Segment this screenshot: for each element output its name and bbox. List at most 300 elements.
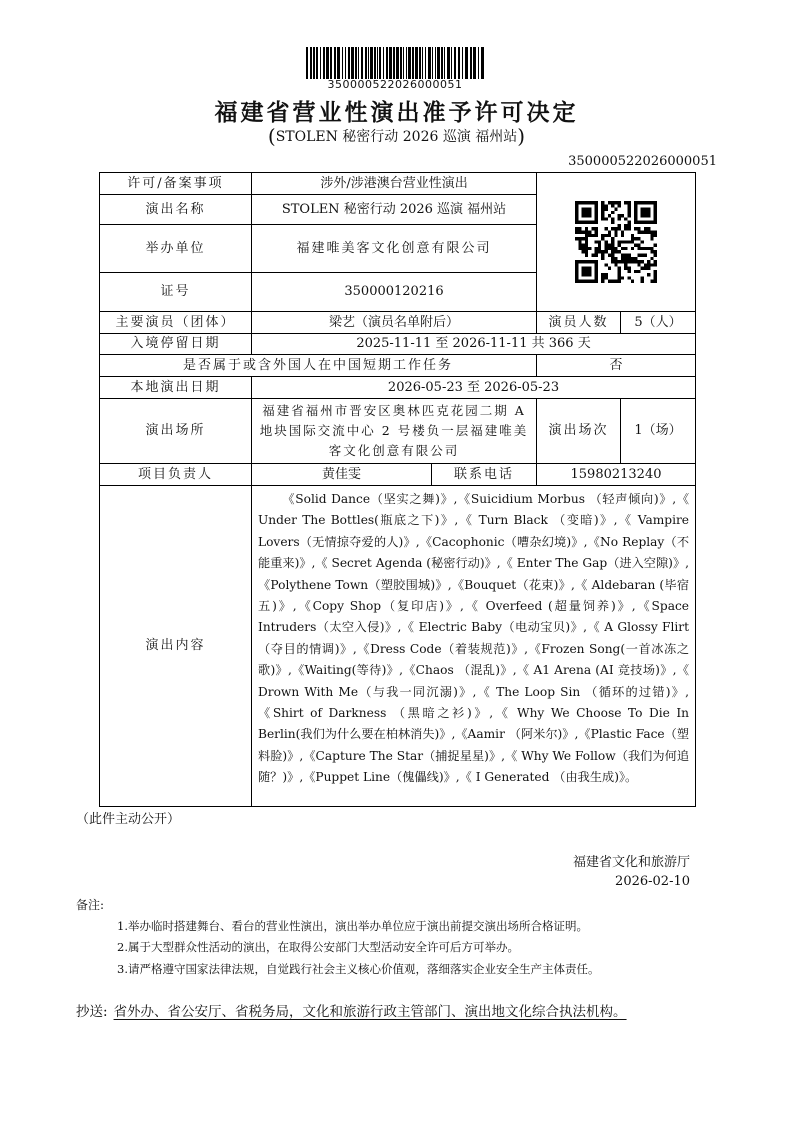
cert-no-value: 350000120216 xyxy=(252,273,537,312)
stay-period-value: 2025-11-11 至 2026-11-11 共 366 天 xyxy=(252,334,696,355)
qr-module xyxy=(591,234,594,237)
qr-module xyxy=(627,257,630,260)
qr-module xyxy=(601,273,604,276)
qr-module xyxy=(644,267,647,270)
qr-module xyxy=(634,260,637,263)
qr-module xyxy=(605,244,608,247)
qr-module xyxy=(598,244,601,247)
qr-module xyxy=(631,257,634,260)
qr-module xyxy=(654,276,657,279)
subtitle xyxy=(0,124,793,148)
qr-module xyxy=(631,247,634,250)
qr-module xyxy=(614,263,617,266)
qr-module xyxy=(601,234,604,237)
qr-module xyxy=(624,253,627,256)
page-title: 福建省营业性演出准予许可决定 xyxy=(214,100,579,126)
cc-label: 抄送: xyxy=(76,1004,108,1020)
qr-module xyxy=(601,276,604,279)
qr-module xyxy=(582,237,585,240)
qr-module xyxy=(614,280,617,283)
qr-module xyxy=(588,231,591,234)
barcode-bar xyxy=(320,47,321,79)
qr-module xyxy=(641,260,644,263)
qr-module xyxy=(605,250,608,253)
cc-recipients: 省外办、省公安厅、省税务局，文化和旅游行政主管部门、演出地文化综合执法机构。 xyxy=(113,1004,627,1020)
qr-module xyxy=(605,247,608,250)
barcode-bar xyxy=(393,47,395,79)
barcode-bar xyxy=(419,47,421,79)
qr-module xyxy=(644,253,647,256)
qr-module xyxy=(601,208,604,211)
barcode-bar xyxy=(306,47,308,79)
qr-module xyxy=(608,253,611,256)
qr-module xyxy=(637,270,640,273)
barcode-bar xyxy=(345,47,346,79)
barcode-bar xyxy=(377,47,378,79)
qr-module xyxy=(578,237,581,240)
qr-module xyxy=(618,260,621,263)
permit-type-label: 许可/备案事项 xyxy=(100,173,252,195)
qr-module xyxy=(627,221,630,224)
qr-module xyxy=(575,237,578,240)
qr-module xyxy=(654,260,657,263)
qr-module xyxy=(624,260,627,263)
local-dates-value: 2026-05-23 至 2026-05-23 xyxy=(252,377,696,399)
qr-module xyxy=(618,227,621,230)
barcode-bar xyxy=(437,47,440,79)
barcode-bar xyxy=(425,47,426,79)
stay-period-label: 入境停留日期 xyxy=(100,334,252,355)
barcode-bar xyxy=(351,47,354,79)
qr-module xyxy=(647,247,650,250)
qr-module xyxy=(647,267,650,270)
qr-module xyxy=(611,257,614,260)
qr-module xyxy=(611,204,614,207)
qr-module xyxy=(601,250,604,253)
qr-module xyxy=(618,273,621,276)
content-value xyxy=(252,486,696,807)
qr-module xyxy=(654,234,657,237)
qr-module xyxy=(601,204,604,207)
qr-module xyxy=(611,250,614,253)
qr-module xyxy=(624,257,627,260)
qr-module xyxy=(611,217,614,220)
barcode-bar xyxy=(330,47,332,79)
qr-module xyxy=(614,257,617,260)
qr-module xyxy=(621,214,624,217)
qr-module xyxy=(578,231,581,234)
qr-module xyxy=(578,244,581,247)
qr-module xyxy=(624,263,627,266)
qr-module xyxy=(637,244,640,247)
qr-module xyxy=(647,263,650,266)
barcode-bar xyxy=(337,47,340,79)
qr-module xyxy=(611,211,614,214)
qr-module xyxy=(618,201,621,204)
main-performers-value: 梁艺（演员名单附后） xyxy=(252,312,537,334)
qr-module xyxy=(605,227,608,230)
barcode-bar xyxy=(470,47,472,79)
qr-module xyxy=(585,240,588,243)
barcode-bar xyxy=(323,47,325,79)
organizer-value: 福建唯美客文化创意有限公司 xyxy=(252,225,537,273)
qr-module xyxy=(647,231,650,234)
qr-module xyxy=(608,244,611,247)
qr-module xyxy=(654,273,657,276)
qr-module xyxy=(614,247,617,250)
qr-module xyxy=(585,253,588,256)
qr-module xyxy=(605,276,608,279)
remark-item: 3.请严格遵守国家法律法规，自觉践行社会主义核心价值观，落细落实企业安全生产主体责任。 xyxy=(117,962,600,976)
qr-module xyxy=(641,267,644,270)
barcode-bar xyxy=(334,47,336,79)
barcode-bar xyxy=(481,47,484,79)
qr-module xyxy=(582,267,592,277)
qr-module xyxy=(641,240,644,243)
qr-module xyxy=(618,224,621,227)
qr-module xyxy=(621,253,624,256)
qr-module xyxy=(654,253,657,256)
qr-module xyxy=(608,234,611,237)
barcode-bar xyxy=(447,47,450,79)
issue-date: 2026-02-10 xyxy=(615,874,690,889)
qr-module xyxy=(631,240,634,243)
qr-module xyxy=(582,247,585,250)
barcode-bar xyxy=(400,47,402,79)
qr-module xyxy=(618,244,621,247)
barcode-bar xyxy=(406,47,407,79)
qr-module xyxy=(598,240,601,243)
issuer: 福建省文化和旅游厅 xyxy=(572,855,690,870)
qr-module xyxy=(654,244,657,247)
qr-module xyxy=(618,214,621,217)
manager-label: 项目负责人 xyxy=(100,464,252,486)
barcode-bar xyxy=(415,47,418,79)
qr-module xyxy=(650,250,653,253)
cc-line xyxy=(76,1000,627,1020)
permit-table xyxy=(99,172,696,807)
barcode-bar xyxy=(422,47,423,79)
qr-module xyxy=(627,267,630,270)
qr-module xyxy=(611,253,614,256)
qr-module xyxy=(585,247,588,250)
qr-module xyxy=(608,201,611,204)
barcode-bar xyxy=(316,47,318,79)
qr-module xyxy=(595,227,598,230)
barcode-bar xyxy=(473,47,476,79)
qr-module xyxy=(621,231,624,234)
phone-value: 15980213240 xyxy=(537,464,696,486)
barcode-bar xyxy=(435,47,436,79)
qr-module xyxy=(595,250,598,253)
document-number: 350000522026000051 xyxy=(568,154,717,169)
qr-module xyxy=(614,208,617,211)
subtitle-close-paren: ) xyxy=(517,124,526,148)
show-name-value: STOLEN 秘密行动 2026 巡演 福州站 xyxy=(252,195,537,225)
phone-label: 联系电话 xyxy=(432,464,537,486)
qr-module xyxy=(634,237,637,240)
barcode-bar xyxy=(408,47,411,79)
qr-module xyxy=(627,260,630,263)
performer-count-value: 5（人） xyxy=(621,312,696,334)
foreign-work-label: 是否属于或含外国人在中国短期工作任务 xyxy=(100,355,537,377)
qr-module xyxy=(578,227,581,230)
qr-module xyxy=(627,276,630,279)
barcode-bar xyxy=(454,47,456,79)
qr-module xyxy=(624,224,627,227)
barcode-bar xyxy=(355,47,357,79)
qr-module xyxy=(585,250,588,253)
organizer-label: 举办单位 xyxy=(100,225,252,273)
qr-module xyxy=(608,231,611,234)
qr-module xyxy=(605,234,608,237)
qr-module xyxy=(611,280,614,283)
qr-module xyxy=(618,204,621,207)
qr-module xyxy=(637,253,640,256)
qr-module xyxy=(654,263,657,266)
qr-module xyxy=(588,247,591,250)
barcode-bar xyxy=(451,47,452,79)
barcode-bar xyxy=(374,47,376,79)
qr-module xyxy=(618,280,621,283)
qr-module xyxy=(641,280,644,283)
public-note: （此件主动公开） xyxy=(76,812,181,827)
qr-module xyxy=(621,240,624,243)
barcode-bar xyxy=(313,47,315,79)
qr-module xyxy=(627,253,630,256)
qr-module xyxy=(585,234,588,237)
barcode-bar xyxy=(432,47,433,79)
qr-module xyxy=(605,208,608,211)
qr-module xyxy=(611,240,614,243)
barcode-bar xyxy=(310,47,312,79)
qr-module xyxy=(575,231,578,234)
barcode-bar xyxy=(326,47,329,79)
qr-module xyxy=(578,247,581,250)
qr-module xyxy=(611,201,614,204)
barcode-bar xyxy=(478,47,479,79)
qr-module xyxy=(644,231,647,234)
local-dates-label: 本地演出日期 xyxy=(100,377,252,399)
qr-module xyxy=(618,270,621,273)
qr-module xyxy=(582,250,585,253)
qr-module xyxy=(650,234,653,237)
qr-module xyxy=(637,247,640,250)
qr-module xyxy=(601,211,604,214)
qr-module xyxy=(595,253,598,256)
barcode-bar xyxy=(365,47,367,79)
qr-module xyxy=(641,231,644,234)
qr-module xyxy=(618,250,621,253)
barcode-bar xyxy=(389,47,392,79)
barcode-bar xyxy=(361,47,363,79)
qr-module xyxy=(634,257,637,260)
qr-module xyxy=(644,247,647,250)
qr-module xyxy=(641,253,644,256)
qr-module xyxy=(650,257,653,260)
barcode-bar xyxy=(465,47,468,79)
qr-module xyxy=(578,240,581,243)
qr-module xyxy=(611,227,614,230)
qr-module xyxy=(608,214,611,217)
qr-module xyxy=(621,257,624,260)
show-count-value: 1（场） xyxy=(621,399,696,464)
qr-module xyxy=(627,211,630,214)
qr-module xyxy=(631,260,634,263)
qr-module xyxy=(647,227,650,230)
barcode-bar xyxy=(383,47,384,79)
qr-module xyxy=(637,260,640,263)
qr-module xyxy=(621,234,624,237)
show-count-label: 演出场次 xyxy=(537,399,621,464)
qr-module xyxy=(627,204,630,207)
qr-module xyxy=(631,237,634,240)
qr-module xyxy=(618,267,621,270)
qr-module xyxy=(595,231,598,234)
qr-module xyxy=(650,263,653,266)
qr-module xyxy=(631,280,634,283)
show-name-label: 演出名称 xyxy=(100,195,252,225)
qr-module xyxy=(644,263,647,266)
qr-module xyxy=(654,280,657,283)
qr-module xyxy=(627,240,630,243)
foreign-work-value: 否 xyxy=(537,355,696,377)
qr-code-icon xyxy=(575,201,657,283)
qr-module xyxy=(647,273,650,276)
qr-module xyxy=(634,270,637,273)
barcode-bar xyxy=(458,47,460,79)
qr-module xyxy=(627,227,630,230)
qr-module xyxy=(605,204,608,207)
qr-module xyxy=(608,267,611,270)
main-performers-label: 主要演员（团体） xyxy=(100,312,252,334)
qr-module xyxy=(618,276,621,279)
qr-module xyxy=(624,201,627,204)
qr-module xyxy=(614,250,617,253)
qr-module xyxy=(654,270,657,273)
qr-module xyxy=(591,253,594,256)
permit-type-value: 涉外/涉港澳台营业性演出 xyxy=(252,173,537,195)
venue-value: 福建省福州市晋安区奥林匹克花园二期 A 地块国际交流中心 2 号楼负一层福建唯美客文化创意有限公司 xyxy=(252,399,537,464)
qr-module xyxy=(624,217,627,220)
qr-module xyxy=(644,227,647,230)
qr-module xyxy=(605,217,608,220)
qr-module xyxy=(598,247,601,250)
qr-module xyxy=(585,227,588,230)
subtitle-text: STOLEN 秘密行动 2026 巡演 福州站 xyxy=(275,129,518,145)
qr-module xyxy=(650,231,653,234)
qr-module xyxy=(627,201,630,204)
qr-module xyxy=(582,208,592,218)
qr-module xyxy=(654,231,657,234)
qr-module xyxy=(624,240,627,243)
qr-module xyxy=(601,237,604,240)
barcode-bar xyxy=(396,47,399,79)
qr-module xyxy=(601,217,604,220)
qr-module xyxy=(641,208,651,218)
qr-module xyxy=(624,227,627,230)
qr-module xyxy=(582,244,585,247)
qr-module xyxy=(611,221,614,224)
qr-module xyxy=(637,237,640,240)
cert-no-label: 证号 xyxy=(100,273,252,312)
qr-module xyxy=(627,208,630,211)
qr-module xyxy=(591,227,594,230)
qr-module xyxy=(618,240,621,243)
qr-module xyxy=(614,227,617,230)
qr-module xyxy=(608,247,611,250)
qr-module xyxy=(621,276,624,279)
barcode-bar xyxy=(348,47,350,79)
barcode-bar xyxy=(342,47,343,79)
barcode-bar xyxy=(386,47,388,79)
qr-module xyxy=(614,231,617,234)
qr-module xyxy=(595,234,598,237)
barcode-bar xyxy=(379,47,381,79)
qr-module xyxy=(598,250,601,253)
remark-item: 2.属于大型群众性活动的演出，在取得公安部门大型活动安全许可后方可举办。 xyxy=(117,940,519,954)
qr-module xyxy=(611,244,614,247)
qr-module xyxy=(614,260,617,263)
qr-module xyxy=(585,231,588,234)
barcode-bar xyxy=(370,47,373,79)
qr-module xyxy=(647,260,650,263)
qr-module xyxy=(634,227,637,230)
barcode-bar xyxy=(368,47,369,79)
barcode-bar xyxy=(358,47,359,79)
manager-value: 黄佳雯 xyxy=(252,464,432,486)
qr-module xyxy=(601,253,604,256)
barcode-bar xyxy=(441,47,443,79)
barcode-bar xyxy=(444,47,445,79)
remarks-label: 备注: xyxy=(76,898,105,912)
qr-module xyxy=(614,234,617,237)
barcode-bar xyxy=(403,47,404,79)
subtitle-open-paren: ( xyxy=(267,124,276,148)
qr-cell xyxy=(537,173,696,312)
qr-module xyxy=(627,214,630,217)
performer-count-label: 演员人数 xyxy=(537,312,621,334)
qr-module xyxy=(605,273,608,276)
qr-module xyxy=(624,267,627,270)
qr-module xyxy=(637,227,640,230)
qr-module xyxy=(611,260,614,263)
qr-module xyxy=(601,201,604,204)
qr-module xyxy=(601,280,604,283)
qr-module xyxy=(605,263,608,266)
qr-module xyxy=(627,224,630,227)
qr-module xyxy=(608,280,611,283)
qr-module xyxy=(650,237,653,240)
barcode xyxy=(306,47,484,79)
content-label: 演出内容 xyxy=(100,486,252,807)
content-text: 《Solid Dance（坚实之舞)》,《Suicidium Morbus （轻声倾向)》,《 Under The Bottles(瓶底之下)》,《 Turn Black （变暗)》,《 Vampire Lovers（无情掠夺爱的人)》,《Cacophonic（嘈杂幻境)》,《No Replay（不能重来)》,《 Secret Agenda (秘密行动)》,《 Enter The Gap（进入空隙)》,《Polythene Town（塑胶围城)》,《Bouquet（花束)》,《 Aldebaran (毕宿五)》,《Copy Shop（复印店)》,《 Overfeed (超量饲养)》,《Space Intruders（太空入侵)》,《 Electric Baby（电动宝贝)》,《 A Glossy Flirt（夺目的情调)》,《Dress Code（着装规范)》,《Frozen Song(一首冰冻之歌)》,《Waiting(等待)》,《Chaos （混乱)》,《 A1 Arena (AI 竞技场)》,《 Drown With Me（与我一同沉溺)》,《 The Loop Sin （循环的过错)》,《Shirt of Darkness （黑暗之衫)》,《 Why We Choose To Die In Berlin(我们为什么要在柏林消失)》,《Aamir （阿米尔)》,《Plastic Face（塑料脸)》,《Capture The Star（捕捉星星)》,《 Why We Follow（我们为何追随？)》,《Puppet Line（傀儡线)》,《 I Generated （由我生成)》。 xyxy=(258,492,690,785)
qr-module xyxy=(621,260,624,263)
qr-module xyxy=(601,257,604,260)
qr-module xyxy=(627,270,630,273)
barcode-number: 350000522026000051 xyxy=(327,78,463,91)
qr-module xyxy=(582,231,585,234)
qr-module xyxy=(618,217,621,220)
qr-module xyxy=(614,201,617,204)
remark-item: 1.举办临时搭建舞台、看台的营业性演出，演出举办单位应于演出前提交演出场所合格证明。 xyxy=(117,919,588,933)
qr-module xyxy=(588,234,591,237)
qr-module xyxy=(585,244,588,247)
qr-module xyxy=(575,227,578,230)
qr-module xyxy=(585,237,588,240)
barcode-bar xyxy=(412,47,414,79)
qr-module xyxy=(637,231,640,234)
